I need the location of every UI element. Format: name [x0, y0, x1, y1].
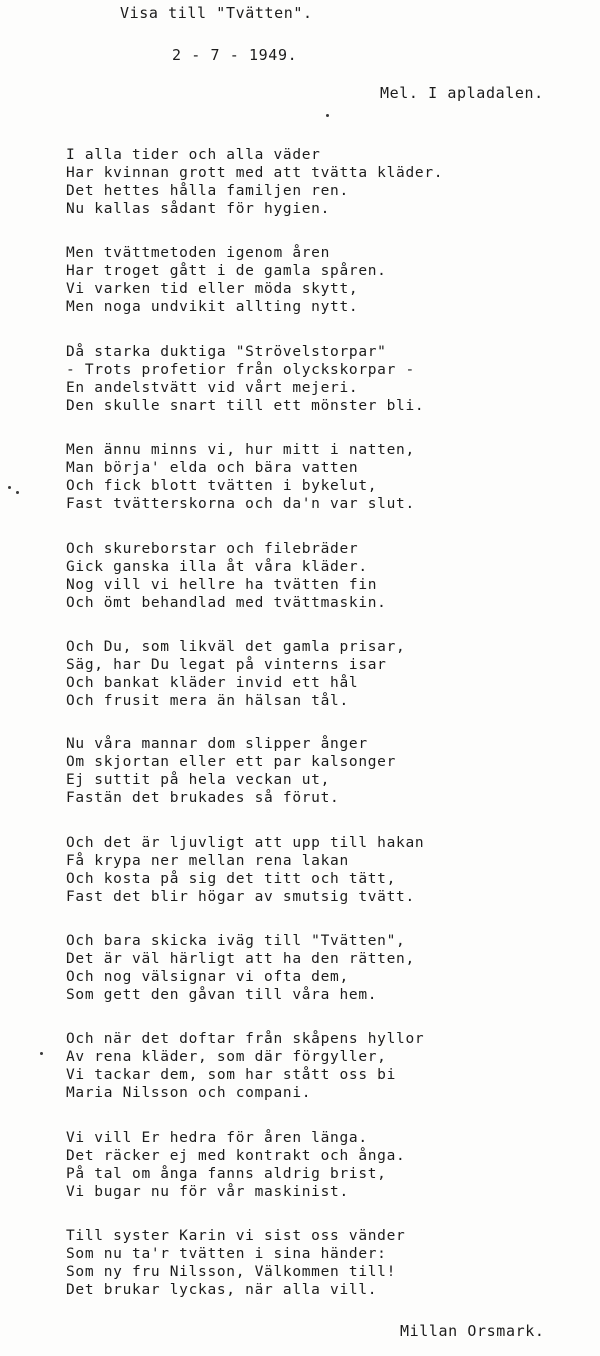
ink-speck: [16, 491, 19, 494]
verse-line: Vi varken tid eller möda skytt,: [66, 281, 359, 297]
verse-line: Få krypa ner mellan rena lakan: [66, 853, 349, 869]
verse-line: Har kvinnan grott med att tvätta kläder.: [66, 165, 444, 181]
verse-line: Som gett den gåvan till våra hem.: [66, 987, 378, 1003]
verse-line: Och fick blott tvätten i bykelut,: [66, 478, 378, 494]
verse-line: Det hettes hålla familjen ren.: [66, 183, 349, 199]
verse-line: Men tvättmetoden igenom åren: [66, 245, 331, 261]
verse-line: - Trots profetior från olyckskorpar -: [66, 362, 415, 378]
stanza-9: [66, 932, 415, 1004]
stanza-10: [66, 1030, 424, 1102]
verse-line: Säg, har Du legat på vinterns isar: [66, 657, 387, 673]
verse-line: Och bankat kläder invid ett hål: [66, 675, 359, 691]
verse-line: Det räcker ej med kontrakt och ånga.: [66, 1148, 406, 1164]
verse-line: Gick ganska illa åt våra kläder.: [66, 559, 368, 575]
verse-line: Och ömt behandlad med tvättmaskin.: [66, 595, 387, 611]
verse-line: Fast tvätterskorna och da'n var slut.: [66, 496, 415, 512]
verse-line: Och bara skicka iväg till "Tvätten",: [66, 933, 406, 949]
verse-line: Till syster Karin vi sist oss vänder: [66, 1228, 406, 1244]
stanza-5: [66, 540, 387, 612]
verse-line: Som ny fru Nilsson, Välkommen till!: [66, 1264, 397, 1280]
verse-line: Och Du, som likväl det gamla prisar,: [66, 639, 406, 655]
verse-line: Men noga undvikit allting nytt.: [66, 299, 359, 315]
stanza-7: [66, 735, 396, 807]
song-date: 2 - 7 - 1949.: [172, 46, 298, 64]
verse-line: Maria Nilsson och compani.: [66, 1085, 312, 1101]
author-signature: Millan Orsmark.: [400, 1322, 545, 1340]
verse-line: Den skulle snart till ett mönster bli.: [66, 398, 425, 414]
stanza-2: [66, 244, 387, 316]
verse-line: Har troget gått i de gamla spåren.: [66, 263, 387, 279]
verse-line: Det är väl härligt att ha den rätten,: [66, 951, 415, 967]
verse-line: Då starka duktiga "Strövelstorpar": [66, 344, 387, 360]
verse-line: Vi tackar dem, som har stått oss bi: [66, 1067, 397, 1083]
stanza-6: [66, 638, 405, 710]
stanza-1: [66, 146, 443, 218]
verse-line: Som nu ta'r tvätten i sina händer:: [66, 1246, 387, 1262]
ink-speck: [326, 114, 329, 117]
verse-line: Nu våra mannar dom slipper ånger: [66, 736, 368, 752]
verse-line: Och när det doftar från skåpens hyllor: [66, 1031, 425, 1047]
verse-line: På tal om ånga fanns aldrig brist,: [66, 1166, 387, 1182]
verse-line: Och det är ljuvligt att upp till hakan: [66, 835, 425, 851]
verse-line: Och kosta på sig det titt och tätt,: [66, 871, 397, 887]
stanza-3: [66, 343, 424, 415]
verse-line: Fast det blir högar av smutsig tvätt.: [66, 889, 415, 905]
verse-line: Nu kallas sådant för hygien.: [66, 201, 331, 217]
verse-line: Och frusit mera än hälsan tål.: [66, 693, 349, 709]
verse-line: Och nog välsignar vi ofta dem,: [66, 969, 349, 985]
verse-line: Vi vill Er hedra för åren länga.: [66, 1130, 368, 1146]
verse-line: Det brukar lyckas, när alla vill.: [66, 1282, 378, 1298]
verse-line: Fastän det brukades så förut.: [66, 790, 340, 806]
verse-line: Och skureborstar och filebräder: [66, 541, 359, 557]
ink-speck: [40, 1052, 43, 1055]
verse-line: Nog vill vi hellre ha tvätten fin: [66, 577, 378, 593]
ink-speck: [8, 486, 11, 489]
verse-line: Av rena kläder, som där förgyller,: [66, 1049, 387, 1065]
verse-line: Man börja' elda och bära vatten: [66, 460, 359, 476]
stanza-4: [66, 441, 415, 513]
melody-note: Mel. I apladalen.: [380, 84, 544, 102]
verse-line: I alla tider och alla väder: [66, 147, 321, 163]
verse-line: Ej suttit på hela veckan ut,: [66, 772, 331, 788]
stanza-12: [66, 1227, 405, 1299]
stanza-11: [66, 1129, 405, 1201]
verse-line: En andelstvätt vid vårt mejeri.: [66, 380, 359, 396]
verse-line: Men ännu minns vi, hur mitt i natten,: [66, 442, 415, 458]
verse-line: Vi bugar nu för vår maskinist.: [66, 1184, 349, 1200]
verse-line: Om skjortan eller ett par kalsonger: [66, 754, 397, 770]
stanza-8: [66, 834, 424, 906]
song-title: Visa till "Tvätten".: [120, 4, 313, 22]
